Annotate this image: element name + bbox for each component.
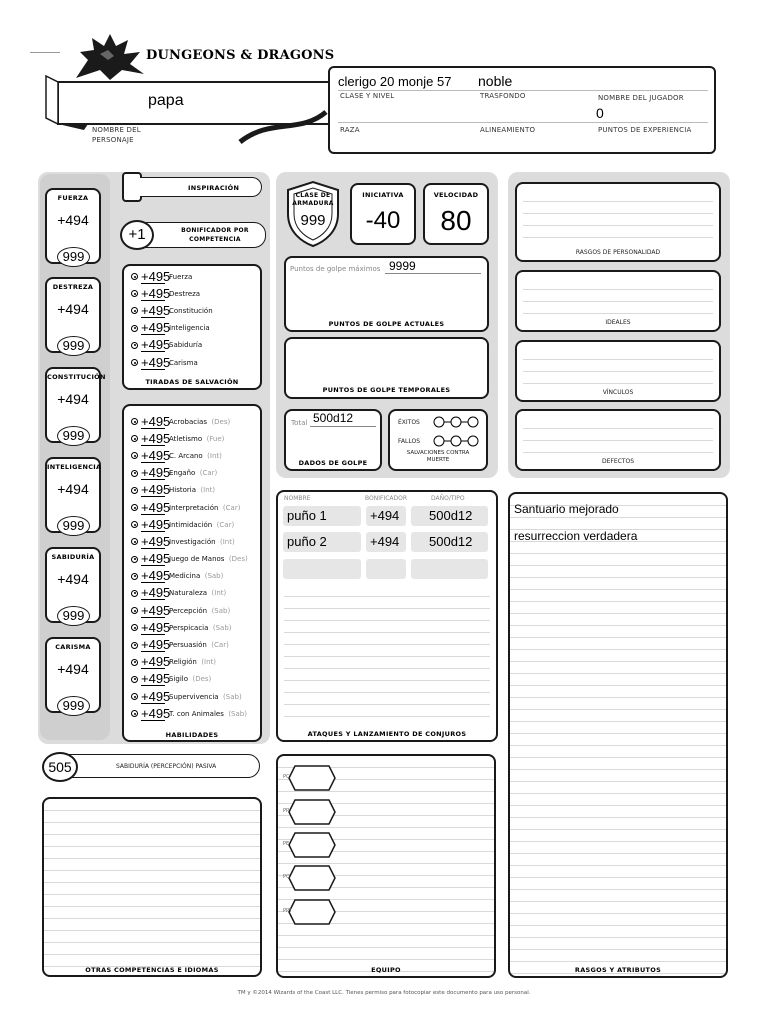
attack-row[interactable] <box>283 559 489 579</box>
saving-throws-title: TIRADAS DE SALVACIÓN <box>145 378 239 386</box>
attack-row[interactable]: puño 1 +494 500d12 <box>283 506 489 526</box>
passive-wisdom-value[interactable]: 505 <box>42 752 78 782</box>
skill-row[interactable]: +495 C. Arcano (Int) <box>131 447 248 464</box>
ability-score[interactable]: +494 <box>57 391 89 407</box>
proficiency-bubble-icon[interactable] <box>131 325 138 332</box>
proficiency-bubble-icon[interactable] <box>131 435 138 442</box>
ability-modifier[interactable]: 999 <box>57 606 90 626</box>
save-row-charisma[interactable]: +495 Carisma <box>131 354 213 371</box>
coin-gp[interactable]: PO <box>285 864 337 892</box>
player-name-label: NOMBRE DEL JUGADOR <box>598 94 684 102</box>
attacks-notes[interactable] <box>284 585 490 721</box>
other-proficiencies-label: OTRAS COMPETENCIAS E IDIOMAS <box>85 966 219 974</box>
proficiency-bubble-icon[interactable] <box>131 676 138 683</box>
save-row-constitution[interactable]: +495 Constitución <box>131 302 213 319</box>
proficiency-bubble-icon[interactable] <box>131 659 138 666</box>
speed-label: VELOCIDAD <box>433 191 479 199</box>
ability-intelligence <box>45 457 101 533</box>
experience-label: PUNTOS DE EXPERIENCIA <box>598 126 692 134</box>
proficiency-bubble-icon[interactable] <box>131 556 138 563</box>
skill-row[interactable]: +495 T. con Animales (Sab) <box>131 705 248 722</box>
proficiency-bubble-icon[interactable] <box>131 290 138 297</box>
proficiency-bubble-icon[interactable] <box>131 418 138 425</box>
ability-strength <box>45 188 101 264</box>
proficiency-bubble-icon[interactable] <box>131 607 138 614</box>
proficiency-bubble-icon[interactable] <box>131 573 138 580</box>
character-name[interactable]: papa <box>148 92 184 109</box>
skill-row[interactable]: +495 Naturaleza (Int) <box>131 585 248 602</box>
save-row-strength[interactable]: +495 Fuerza <box>131 268 213 285</box>
death-saves-fail-icon[interactable] <box>432 434 480 448</box>
inspiration-label: INSPIRACIÓN <box>188 184 240 192</box>
background-value[interactable]: noble <box>478 73 513 89</box>
death-saves-label: SALVACIONES CONTRA MUERTE <box>406 450 470 463</box>
coin-pp[interactable]: PPT <box>285 898 337 926</box>
skill-row[interactable]: +495 Supervivencia (Sab) <box>131 688 248 705</box>
hit-dice-label: DADOS DE GOLPE <box>298 459 368 467</box>
proficiency-bubble-icon[interactable] <box>131 307 138 314</box>
flaws-box[interactable] <box>515 409 721 471</box>
ability-label: SABIDURÍA <box>51 553 95 561</box>
proficiency-bubble-icon[interactable] <box>131 359 138 366</box>
attacks-title: ATAQUES Y LANZAMIENTO DE CONJUROS <box>307 730 467 738</box>
hit-dice-total-label: Total <box>291 419 308 427</box>
ability-charisma <box>45 637 101 713</box>
death-saves-success-icon[interactable] <box>432 415 480 429</box>
character-name-label: NOMBRE DEL PERSONAJE <box>92 126 141 144</box>
class-level-value[interactable]: clerigo 20 monje 57 <box>338 74 452 89</box>
skill-row[interactable]: +495 Religión (Int) <box>131 654 248 671</box>
proficiency-bubble-icon[interactable] <box>131 342 138 349</box>
armor-class-label: CLASE DE ARMADURA <box>292 192 334 207</box>
ability-modifier[interactable]: 999 <box>57 426 90 446</box>
ability-label: INTELIGENCIA <box>47 463 102 471</box>
skill-row[interactable]: +495 Historia (Int) <box>131 482 248 499</box>
footer-copyright: TM y ©2014 Wizards of the Coast LLC. Tienes permiso para fotocopiar este documento para uso personal. <box>237 990 531 996</box>
skill-row[interactable]: +495 Juego de Manos (Des) <box>131 551 248 568</box>
background-label: TRASFONDO <box>480 92 526 100</box>
attacks-header-damage: DAÑO/TIPO <box>431 495 465 502</box>
ability-constitution <box>45 367 106 443</box>
skill-row[interactable]: +495 Atletismo (Fue) <box>131 430 248 447</box>
death-saves-success-label: ÉXITOS <box>398 419 420 426</box>
skill-row[interactable]: +495 Medicina (Sab) <box>131 568 248 585</box>
ability-label: FUERZA <box>57 194 89 202</box>
ability-modifier[interactable]: 999 <box>57 336 90 356</box>
skill-row[interactable]: +495 Acrobacias (Des) <box>131 413 248 430</box>
ability-modifier[interactable]: 999 <box>57 516 90 536</box>
class-level-label: CLASE Y NIVEL <box>340 92 395 100</box>
skills-title: HABILIDADES <box>165 731 219 739</box>
feature-entry[interactable]: resurreccion verdadera <box>514 529 638 543</box>
skill-row[interactable]: +495 Perspicacia (Sab) <box>131 619 248 636</box>
speed-value[interactable]: 80 <box>440 205 472 236</box>
ability-score[interactable]: +494 <box>57 212 89 228</box>
hp-current-label: PUNTOS DE GOLPE ACTUALES <box>328 320 445 328</box>
ability-score[interactable]: +494 <box>57 301 89 317</box>
other-proficiencies-box[interactable] <box>42 797 262 977</box>
ability-modifier[interactable]: 999 <box>57 247 90 267</box>
coin-sp[interactable]: PP <box>285 798 337 826</box>
header-rule <box>30 52 60 53</box>
coin-cp[interactable]: PC <box>285 764 337 792</box>
ideals-box[interactable] <box>515 270 721 332</box>
feature-entry[interactable]: Santuario mejorado <box>514 502 619 516</box>
proficiency-bubble-icon[interactable] <box>131 521 138 528</box>
proficiency-label: BONIFICADOR POR COMPETENCIA <box>181 227 249 243</box>
features-panel[interactable] <box>508 492 728 978</box>
proficiency-bubble-icon[interactable] <box>131 487 138 494</box>
name-banner <box>40 68 340 148</box>
skill-row[interactable]: +495 Engaño (Car) <box>131 465 248 482</box>
save-row-wisdom[interactable]: +495 Sabiduría <box>131 337 213 354</box>
initiative-label: INICIATIVA <box>362 191 404 199</box>
ability-label: CARISMA <box>55 643 91 651</box>
flaws-label: DEFECTOS <box>601 458 635 465</box>
proficiency-value[interactable]: +1 <box>120 220 154 250</box>
bonds-label: VÍNCULOS <box>602 389 634 396</box>
ability-score[interactable]: +494 <box>57 571 89 587</box>
hp-max-label: Puntos de golpe máximos <box>290 265 381 273</box>
equipment-label: EQUIPO <box>371 966 401 974</box>
logo-text: DUNGEONS & DRAGONS <box>146 48 335 63</box>
personality-traits-box[interactable] <box>515 182 721 262</box>
hit-dice-total-value[interactable]: 500d12 <box>313 411 354 425</box>
hp-temp-label: PUNTOS DE GOLPE TEMPORALES <box>322 386 451 394</box>
attack-row[interactable]: puño 2 +494 500d12 <box>283 532 489 552</box>
proficiency-bubble-icon[interactable] <box>131 470 138 477</box>
skills-list <box>131 413 248 722</box>
features-label: RASGOS Y ATRIBUTOS <box>574 966 662 974</box>
saving-throws-list <box>131 268 213 371</box>
skill-row[interactable]: +495 Percepción (Sab) <box>131 602 248 619</box>
proficiency-bubble-icon[interactable] <box>131 624 138 631</box>
bonds-box[interactable] <box>515 340 721 402</box>
ability-label: CONSTITUCIÓN <box>47 373 106 381</box>
save-row-dexterity[interactable]: +495 Destreza <box>131 285 213 302</box>
alignment-label: ALINEAMIENTO <box>480 126 536 134</box>
ability-score[interactable]: +494 <box>57 661 89 677</box>
ideals-label: IDEALES <box>605 319 631 326</box>
personality-traits-label: RASGOS DE PERSONALIDAD <box>575 249 661 256</box>
death-saves-fail-label: FALLOS <box>398 438 421 445</box>
skill-row[interactable]: +495 Interpretación (Car) <box>131 499 248 516</box>
ability-wisdom <box>45 547 101 623</box>
skill-row[interactable]: +495 Sigilo (Des) <box>131 671 248 688</box>
coin-ep[interactable]: PE <box>285 831 337 859</box>
proficiency-bubble-icon[interactable] <box>131 590 138 597</box>
proficiency-bubble-icon[interactable] <box>131 642 138 649</box>
save-row-intelligence[interactable]: +495 Inteligencia <box>131 320 213 337</box>
experience-value[interactable]: 0 <box>596 105 604 121</box>
attacks-header-name: NOMBRE <box>284 495 311 502</box>
ability-modifier[interactable]: 999 <box>57 696 90 716</box>
proficiency-bubble-icon[interactable] <box>131 693 138 700</box>
skill-row[interactable]: +495 Intimidación (Car) <box>131 516 248 533</box>
proficiency-bubble-icon[interactable] <box>131 504 138 511</box>
ability-label: DESTREZA <box>52 283 94 291</box>
proficiency-bubble-icon[interactable] <box>131 273 138 280</box>
passive-wisdom-label: SABIDURÍA (PERCEPCIÓN) PASIVA <box>116 763 217 770</box>
proficiency-bubble-icon[interactable] <box>131 710 138 717</box>
initiative-value[interactable]: -40 <box>365 207 401 234</box>
skill-row[interactable]: +495 Persuasión (Car) <box>131 636 248 653</box>
header <box>0 0 768 160</box>
ability-score[interactable]: +494 <box>57 481 89 497</box>
proficiency-bubble-icon[interactable] <box>131 452 138 459</box>
ability-dexterity <box>45 277 101 353</box>
proficiency-bubble-icon[interactable] <box>131 538 138 545</box>
attacks-header-bonus: BONIFICADOR <box>365 495 408 502</box>
race-label: RAZA <box>340 126 360 134</box>
armor-class-value[interactable]: 999 <box>300 212 326 229</box>
skill-row[interactable]: +495 Investigación (Int) <box>131 533 248 550</box>
inspiration-box[interactable] <box>122 172 142 202</box>
hp-max-value[interactable]: 9999 <box>389 259 416 273</box>
